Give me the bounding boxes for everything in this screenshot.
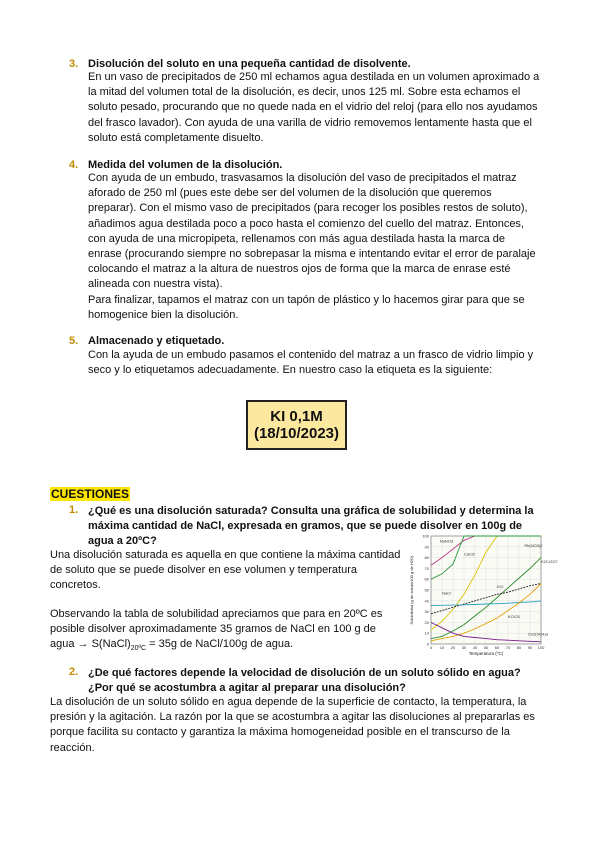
chart-y-tick-label: 30 xyxy=(424,609,429,615)
question-1-line: máxima cantidad de NaCl, expresada en gramos, que se puede disolver en 100g de xyxy=(88,520,523,532)
step-4-line: aforado de 250 ml (pues este debe ser del volumen de la disolución que queremos xyxy=(88,187,492,200)
step-3-title: Disolución del soluto en una pequeña cantidad de disolvente. xyxy=(88,58,411,70)
chart-series-label: CaCl2 xyxy=(464,551,476,557)
answer-1-part-a xyxy=(50,548,400,594)
chart-y-tick-label: 10 xyxy=(424,630,429,636)
bottle-label xyxy=(246,400,347,450)
answer-1-line: Observando la tabla de solubilidad apreciamos que para en 20ºC es xyxy=(50,608,383,620)
step-4-line: alineada con nuestra vista). xyxy=(88,278,223,291)
step-3-number: 3. xyxy=(69,58,79,70)
chart-x-axis-label: Temperatura (ºC) xyxy=(468,651,504,656)
answer-1-line: Una disolución saturada es aquella en que contiene la máxima cantidad xyxy=(50,549,401,561)
chart-x-tick-label: 80 xyxy=(516,645,522,650)
answer-1-part-b xyxy=(50,607,382,657)
chart-y-tick-label: 80 xyxy=(424,555,429,561)
chart-y-tick-label: 70 xyxy=(424,565,429,571)
answer-2-line: reacción. xyxy=(50,741,95,754)
chart-y-tick-label: 100 xyxy=(422,533,429,539)
chart-y-tick-label: 90 xyxy=(424,544,429,550)
chart-series-label: KCl xyxy=(497,583,504,589)
chart-x-tick-label: 0 xyxy=(429,645,433,650)
solubility-chart xyxy=(409,530,558,665)
question-2-text xyxy=(88,666,521,696)
chart-y-tick-label: 60 xyxy=(424,576,429,582)
question-2-line: ¿De qué factores depende la velocidad de disolución de un soluto sólido en agua? xyxy=(88,667,521,679)
step-3-body xyxy=(88,70,539,146)
chart-y-tick-label: 40 xyxy=(424,598,429,604)
step-5-line: seco y lo etiquetamos adecuadamente. En nuestro caso la etiqueta es la siguiente: xyxy=(88,364,493,377)
step-4-line: Para finalizar, tapamos el matraz con un tapón de plástico y lo hacemos girar para que se xyxy=(88,293,525,306)
step-5-number: 5. xyxy=(69,335,79,347)
answer-1-formula-line xyxy=(50,637,382,656)
step-4-body xyxy=(88,171,536,323)
step-4-line: colocando el matraz a la altura de nuestros ojos de forma que la marca de enrase esté xyxy=(88,263,511,276)
step-3-line: del frasco lavador). Con ayuda de una varilla de vidrio removemos lentamente hasta que el xyxy=(88,116,532,129)
formula-suffix: = 35g de NaCl/100g de agua. xyxy=(146,638,294,651)
question-1-number: 1. xyxy=(69,504,79,516)
step-5-body xyxy=(88,348,533,378)
chart-y-tick-label: 0 xyxy=(426,641,429,647)
question-1-line: agua a 20ºC? xyxy=(88,535,157,547)
step-4-line: añadimos agua destilada poco a poco hasta el comienzo del cuello del matraz. Entonces, xyxy=(88,217,524,230)
chart-x-tick-label: 60 xyxy=(494,645,500,650)
step-4-line: con ayuda de una micropipeta, rellenamos con más agua destilada hasta la marca de xyxy=(88,232,506,245)
chart-series-label: KClO3 xyxy=(508,614,520,620)
chart-x-tick-label: 20 xyxy=(450,645,456,650)
step-5-line: Con la ayuda de un embudo pasamos el contenido del matraz a un frasco de vidrio limpio y xyxy=(88,349,534,361)
answer-1-line: posible disolver aproximadamente 35 gramos de NaCl en 100 g de xyxy=(50,623,376,636)
chart-series-label: NaCl xyxy=(442,590,451,596)
step-3-line: la mitad del volumen total de la disolución, es decir, unos 125 ml. Sobre esta echamos el xyxy=(88,86,521,99)
question-2-line: ¿Por qué se acostumbra a agitar al preparar una disolución? xyxy=(88,682,406,694)
answer-1-line: concretos. xyxy=(50,579,101,592)
formula-subscript: 20ºC xyxy=(130,645,147,653)
question-2-number: 2. xyxy=(69,666,79,678)
chart-x-tick-label: 40 xyxy=(472,645,478,650)
chart-x-tick-label: 70 xyxy=(505,645,511,650)
chart-x-tick-label: 10 xyxy=(439,645,445,650)
chart-series-label: Pb(NO3)2 xyxy=(524,542,543,548)
answer-2-line: La disolución de un soluto sólido en agua depende de la superficie de contacto, la temperatura, la xyxy=(50,696,527,708)
chart-series-label: K2Cr2O7 xyxy=(541,559,558,564)
formula-prefix: agua → S(NaCl) xyxy=(50,638,131,651)
step-4-line: Con ayuda de un embudo, trasvasamos la disolución del vaso de precipitados el matraz xyxy=(88,172,517,184)
answer-2-line: presión y la agitación. La razón por la que se acostumbra a agitar las disoluciones al prepararlas es xyxy=(50,711,535,724)
chart-x-tick-label: 50 xyxy=(483,645,489,650)
chart-y-tick-label: 50 xyxy=(424,587,429,593)
step-4-title: Medida del volumen de la disolución. xyxy=(88,159,283,171)
step-3-line: soluto pesado, procurando que no quede nada en el vidrio del reloj (para ello nos ayudamos xyxy=(88,101,538,114)
chart-series-label: NaNO3 xyxy=(439,538,454,544)
chart-x-tick-label: 30 xyxy=(461,645,467,650)
step-4-number: 4. xyxy=(69,159,79,171)
chart-x-tick-label: 90 xyxy=(527,645,533,650)
step-4-line: preparar). Con el mismo vaso de precipitados (para recoger los posibles restos de soluto), xyxy=(88,202,528,215)
chart-y-axis-label: Solubilidad (g de soluto/100 g de H2O) xyxy=(409,555,414,625)
answer-2-line: porque facilita su contacto y garantiza la máxima homogeneidad posible en el transcurso de la xyxy=(50,726,510,739)
step-3-line: En un vaso de precipitados de 250 ml echamos agua destilada en un volumen aproximado a xyxy=(88,71,540,83)
label-date: (18/10/2023) xyxy=(253,425,340,442)
label-concentration: KI 0,1M xyxy=(270,408,323,425)
chart-x-tick-label: 100 xyxy=(537,645,545,650)
step-3-line: soluto está completamente disuelto. xyxy=(88,131,264,144)
step-4-line: enrase (procurando siempre no sobrepasar la misma e intentando evitar el error de paralaje xyxy=(88,248,536,261)
answer-1-line: de soluto que se puede disolver en ese volumen y temperatura xyxy=(50,564,357,577)
chart-y-tick-label: 20 xyxy=(424,619,429,625)
chart-series-label: Ce2(SO4)3 xyxy=(527,631,549,637)
answer-2 xyxy=(50,695,535,756)
question-1-line: ¿Qué es una disolución saturada? Consulta una gráfica de solubilidad y determina la xyxy=(88,505,534,517)
step-4-line: homogenice bien la disolución. xyxy=(88,308,239,321)
cuestiones-heading: CUESTIONES xyxy=(51,487,130,501)
step-5-title: Almacenado y etiquetado. xyxy=(88,335,225,347)
